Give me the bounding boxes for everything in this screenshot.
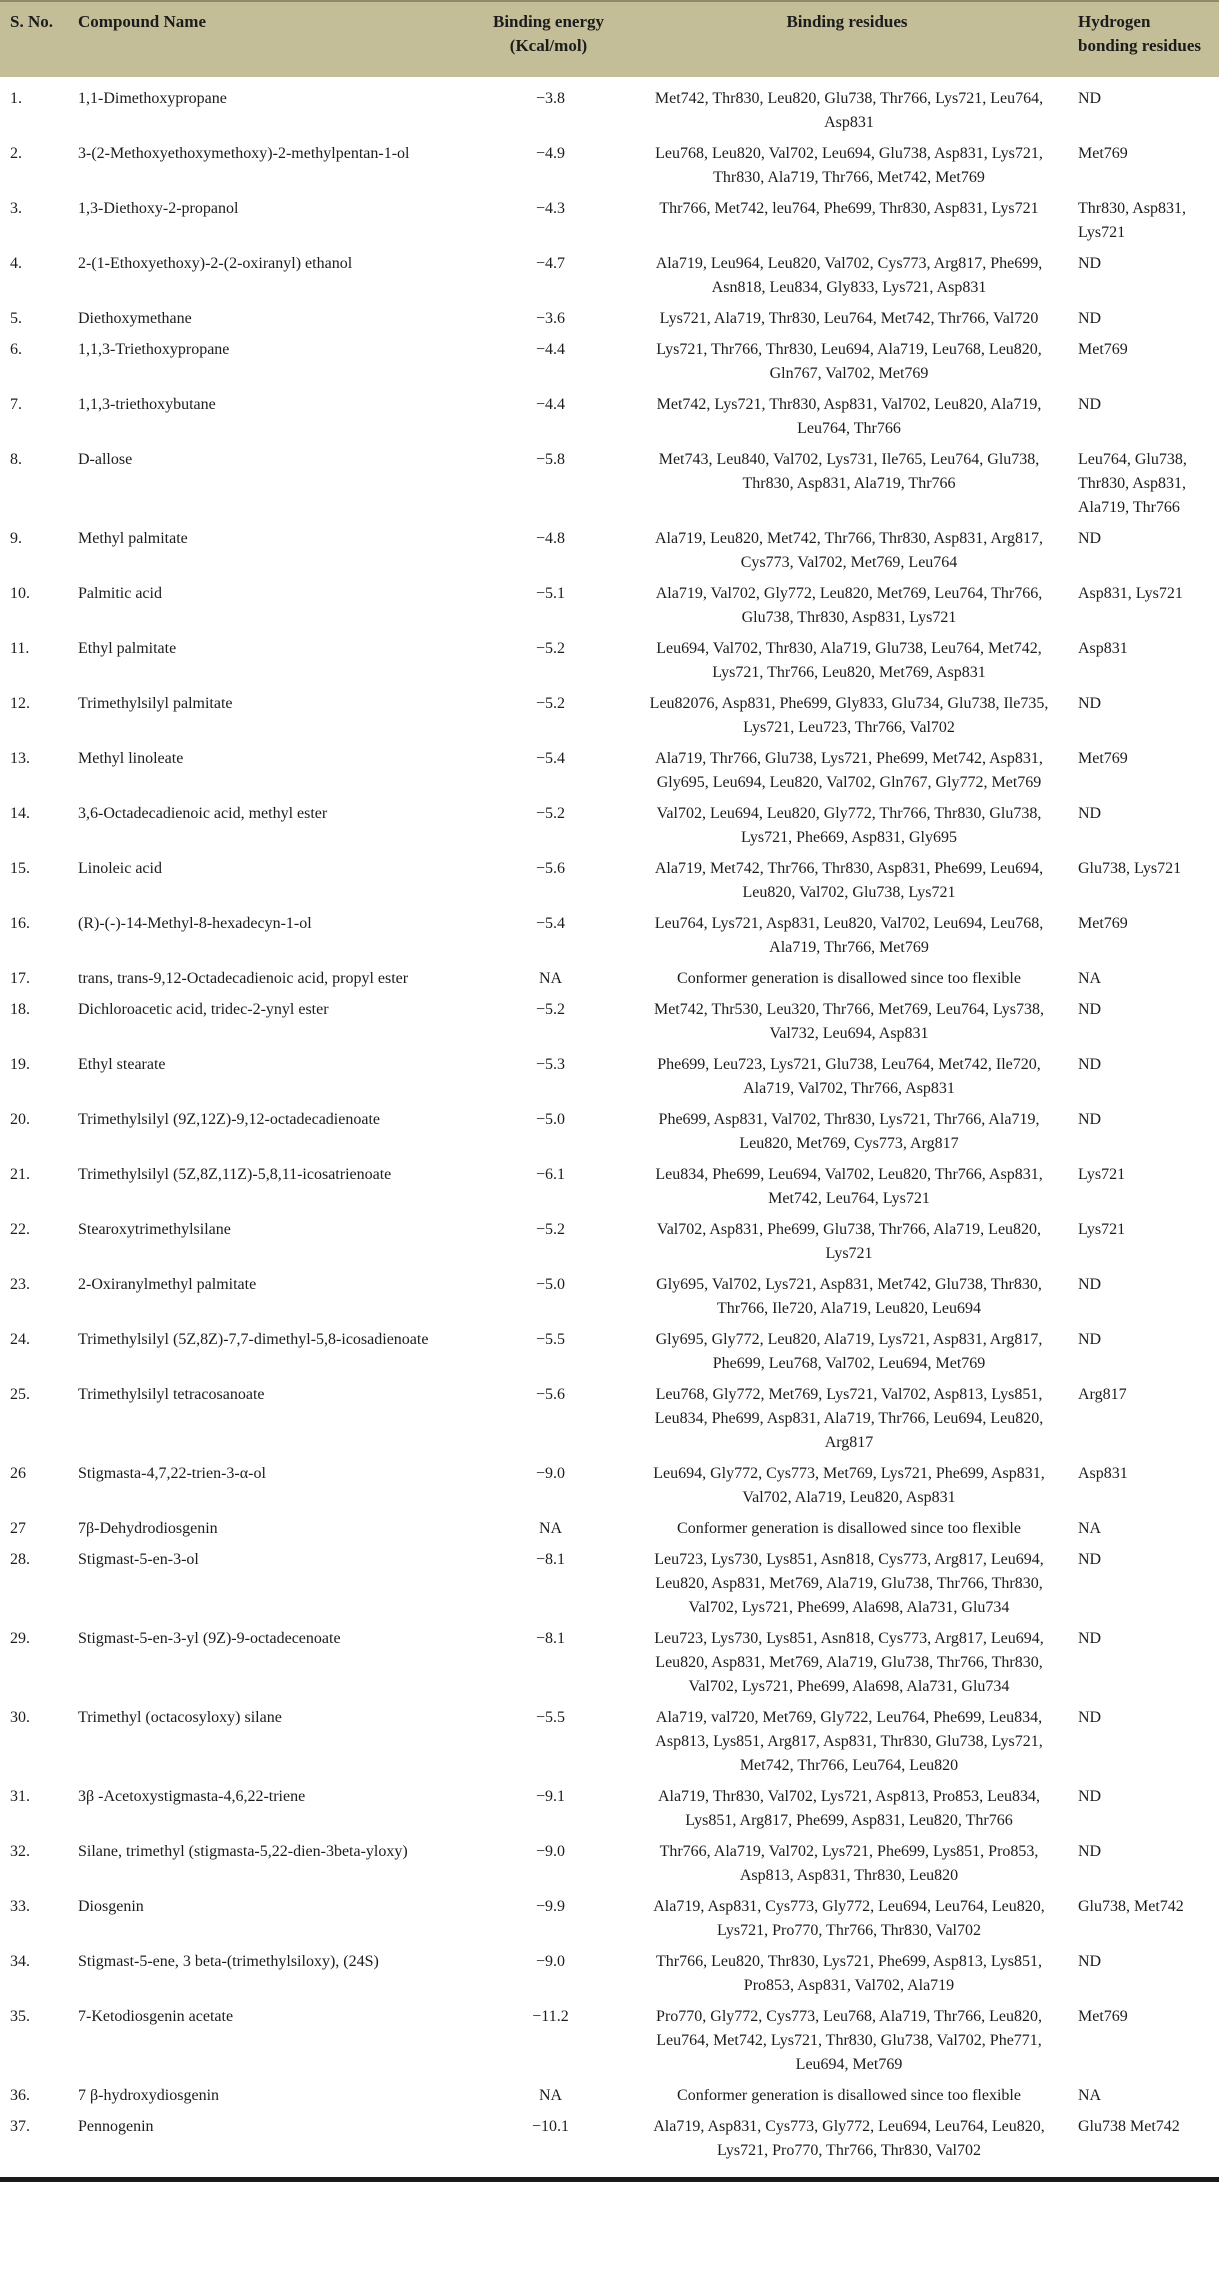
- binding-energy-value: −5.3: [535, 1056, 566, 1073]
- table-row: [0, 1215, 1219, 1270]
- binding-residues-value: Val702, Asp831, Phe699, Glu738, Thr766, Ala719, Leu820, Lys721: [656, 1221, 1042, 1262]
- binding-energy-value: −4.8: [535, 530, 566, 547]
- binding-energy-value: −5.2: [535, 640, 566, 657]
- binding-residues-value: Lys721, Thr766, Thr830, Leu694, Ala719, Leu768, Leu820, Gln767, Val702, Met769: [656, 341, 1042, 382]
- binding-residues-value: Thr766, Ala719, Val702, Lys721, Phe699, Lys851, Pro853, Asp813, Asp831, Thr830, Leu820: [659, 1843, 1039, 1884]
- header-binding-residues: Binding residues: [786, 12, 908, 31]
- binding-energy-value: −5.6: [535, 860, 566, 877]
- row-serial-number: 14.: [10, 805, 30, 822]
- table-row: [0, 744, 1219, 799]
- compound-name: Pennogenin: [78, 2118, 154, 2135]
- row-serial-number: 15.: [10, 860, 30, 877]
- header-binding-energy: [468, 8, 633, 69]
- hydrogen-bonding-residues-value: ND: [1078, 1843, 1102, 1860]
- binding-energy-value: −4.4: [535, 341, 566, 358]
- row-serial-number: 28.: [10, 1551, 30, 1568]
- header-serial-number: S. No.: [10, 12, 53, 31]
- table-row: [0, 1782, 1219, 1837]
- binding-energy-value: −3.8: [535, 90, 566, 107]
- hydrogen-bonding-residues-value: Glu738, Lys721: [1078, 860, 1182, 877]
- row-serial-number: 29.: [10, 1630, 30, 1647]
- binding-residues-value: Met743, Leu840, Val702, Lys731, Ile765, Leu764, Glu738, Thr830, Asp831, Ala719, Thr766: [658, 451, 1040, 492]
- compound-name: Trimethylsilyl tetracosanoate: [78, 1386, 265, 1403]
- table-row: [0, 1514, 1219, 1545]
- compound-name: Dichloroacetic acid, tridec-2-ynyl ester: [78, 1001, 329, 1018]
- compound-name: Diethoxymethane: [78, 310, 192, 327]
- binding-energy-value: −9.9: [535, 1898, 566, 1915]
- hydrogen-bonding-residues-value: Thr830, Asp831, Lys721: [1078, 200, 1186, 241]
- binding-energy-value: −4.9: [535, 145, 566, 162]
- compound-name: Trimethylsilyl (5Z,8Z)-7,7-dimethyl-5,8-icosadienoate: [78, 1331, 429, 1348]
- table-row: [0, 1325, 1219, 1380]
- row-serial-number: 32.: [10, 1843, 30, 1860]
- binding-residues-value: Conformer generation is disallowed since too flexible: [677, 970, 1021, 987]
- table-row: [0, 1270, 1219, 1325]
- table-row: [0, 799, 1219, 854]
- row-serial-number: 9.: [10, 530, 22, 547]
- binding-energy-value: −9.0: [535, 1465, 566, 1482]
- table-row: [0, 1892, 1219, 1947]
- compound-name: 2-Oxiranylmethyl palmitate: [78, 1276, 257, 1293]
- compound-name: Ethyl stearate: [78, 1056, 166, 1073]
- table-row: [0, 854, 1219, 909]
- row-serial-number: 2.: [10, 145, 22, 162]
- hydrogen-bonding-residues-value: ND: [1078, 1953, 1102, 1970]
- binding-energy-value: −5.4: [535, 915, 566, 932]
- compound-name: Stigmasta-4,7,22-trien-3-α-ol: [78, 1465, 266, 1482]
- hydrogen-bonding-residues-value: Met769: [1078, 915, 1128, 932]
- table-row: [0, 1380, 1219, 1459]
- row-serial-number: 37.: [10, 2118, 30, 2135]
- binding-energy-value: NA: [538, 970, 563, 987]
- table-row: [0, 1160, 1219, 1215]
- binding-residues-value: Conformer generation is disallowed since too flexible: [677, 2087, 1021, 2104]
- compound-name: Trimethylsilyl (5Z,8Z,11Z)-5,8,11-icosatrienoate: [78, 1166, 392, 1183]
- binding-residues-value: Leu82076, Asp831, Phe699, Gly833, Glu734, Glu738, Ile735, Lys721, Leu723, Thr766, Val702: [649, 695, 1049, 736]
- binding-energy-value: −5.4: [535, 750, 566, 767]
- hydrogen-bonding-residues-value: ND: [1078, 310, 1102, 327]
- row-serial-number: 7.: [10, 396, 22, 413]
- table-row: [0, 964, 1219, 995]
- hydrogen-bonding-residues-value: ND: [1078, 1276, 1102, 1293]
- table-bottom-rule: [0, 2177, 1219, 2182]
- table-body: [0, 77, 1219, 2167]
- compound-name: 7β-Dehydrodiosgenin: [78, 1520, 218, 1537]
- compound-name: 7-Ketodiosgenin acetate: [78, 2008, 234, 2025]
- binding-residues-value: Pro770, Gly772, Cys773, Leu768, Ala719, Thr766, Leu820, Leu764, Met742, Lys721, Thr830, Glu738, Val702, Phe771, Leu694, Met769: [656, 2008, 1042, 2073]
- row-serial-number: 16.: [10, 915, 30, 932]
- hydrogen-bonding-residues-value: Arg817: [1078, 1386, 1127, 1403]
- table-row: [0, 1703, 1219, 1782]
- binding-residues-value: Met742, Lys721, Thr830, Asp831, Val702, Leu820, Ala719, Leu764, Thr766: [656, 396, 1042, 437]
- compound-name: Silane, trimethyl (stigmasta-5,22-dien-3beta-yloxy): [78, 1843, 408, 1860]
- compound-name: Diosgenin: [78, 1898, 144, 1915]
- table-row: [0, 1837, 1219, 1892]
- table-row: [0, 2081, 1219, 2112]
- binding-energy-value: −5.8: [535, 451, 566, 468]
- binding-residues-value: Ala719, Val702, Gly772, Leu820, Met769, Leu764, Thr766, Glu738, Thr830, Asp831, Lys721: [655, 585, 1043, 626]
- row-serial-number: 19.: [10, 1056, 30, 1073]
- table-row: [0, 1050, 1219, 1105]
- compound-name: Linoleic acid: [78, 860, 162, 877]
- row-serial-number: 6.: [10, 341, 22, 358]
- table-row: [0, 2002, 1219, 2081]
- binding-energy-value: −6.1: [535, 1166, 566, 1183]
- hydrogen-bonding-residues-value: ND: [1078, 1788, 1102, 1805]
- compound-name: Trimethylsilyl (9Z,12Z)-9,12-octadecadienoate: [78, 1111, 380, 1128]
- row-serial-number: 36.: [10, 2087, 30, 2104]
- binding-energy-value: −5.1: [535, 585, 566, 602]
- row-serial-number: 30.: [10, 1709, 30, 1726]
- binding-residues-value: Val702, Leu694, Leu820, Gly772, Thr766, Thr830, Glu738, Lys721, Phe669, Asp831, Gly695: [656, 805, 1042, 846]
- table-row: [0, 445, 1219, 524]
- row-serial-number: 20.: [10, 1111, 30, 1128]
- binding-energy-value: −5.2: [535, 805, 566, 822]
- hydrogen-bonding-residues-value: Glu738, Met742: [1078, 1898, 1184, 1915]
- hydrogen-bonding-residues-value: NA: [1078, 970, 1102, 987]
- hydrogen-bonding-residues-value: ND: [1078, 1111, 1102, 1128]
- hydrogen-bonding-residues-value: ND: [1078, 255, 1102, 272]
- row-serial-number: 10.: [10, 585, 30, 602]
- binding-energy-value: −3.6: [535, 310, 566, 327]
- hydrogen-bonding-residues-value: ND: [1078, 1056, 1102, 1073]
- table-row: [0, 194, 1219, 249]
- hydrogen-bonding-residues-value: ND: [1078, 805, 1102, 822]
- compound-name: 7 β-hydroxydiosgenin: [78, 2087, 220, 2104]
- binding-residues-value: Leu694, Gly772, Cys773, Met769, Lys721, Phe699, Asp831, Val702, Ala719, Leu820, Asp831: [653, 1465, 1045, 1506]
- hydrogen-bonding-residues-value: Lys721: [1078, 1221, 1126, 1238]
- row-serial-number: 25.: [10, 1386, 30, 1403]
- compound-name: Stigmast-5-en-3-ol: [78, 1551, 199, 1568]
- hydrogen-bonding-residues-value: Asp831: [1078, 640, 1128, 657]
- hydrogen-bonding-residues-value: Met769: [1078, 145, 1128, 162]
- header-hydrogen-bonding-residues: Hydrogen bonding residues: [1078, 12, 1201, 55]
- binding-residues-value: Met742, Thr530, Leu320, Thr766, Met769, Leu764, Lys738, Val732, Leu694, Asp831: [653, 1001, 1045, 1042]
- compound-name: (R)-(-)-14-Methyl-8-hexadecyn-1-ol: [78, 915, 312, 932]
- hydrogen-bonding-residues-value: Lys721: [1078, 1166, 1126, 1183]
- row-serial-number: 18.: [10, 1001, 30, 1018]
- binding-residues-value: Ala719, Asp831, Cys773, Gly772, Leu694, Leu764, Leu820, Lys721, Pro770, Thr766, Thr830, Val702: [653, 1898, 1045, 1939]
- binding-residues-value: Gly695, Gly772, Leu820, Ala719, Lys721, Asp831, Arg817, Phe699, Leu768, Val702, Leu694, Met769: [655, 1331, 1043, 1372]
- row-serial-number: 26: [10, 1465, 26, 1482]
- row-serial-number: 13.: [10, 750, 30, 767]
- compound-name: 1,1,3-triethoxybutane: [78, 396, 216, 413]
- hydrogen-bonding-residues-value: ND: [1078, 1630, 1102, 1647]
- row-serial-number: 12.: [10, 695, 30, 712]
- row-serial-number: 24.: [10, 1331, 30, 1348]
- compound-name: Stigmast-5-en-3-yl (9Z)-9-octadecenoate: [78, 1630, 341, 1647]
- hydrogen-bonding-residues-value: Asp831, Lys721: [1078, 585, 1183, 602]
- row-serial-number: 8.: [10, 451, 22, 468]
- hydrogen-bonding-residues-value: Asp831: [1078, 1465, 1128, 1482]
- hydrogen-bonding-residues-value: Glu738 Met742: [1078, 2118, 1180, 2135]
- table-row: [0, 1105, 1219, 1160]
- binding-residues-value: Phe699, Leu723, Lys721, Glu738, Leu764, Met742, Ile720, Ala719, Val702, Thr766, Asp831: [657, 1056, 1041, 1097]
- hydrogen-bonding-residues-value: ND: [1078, 1001, 1102, 1018]
- binding-residues-value: Leu768, Leu820, Val702, Leu694, Glu738, Asp831, Lys721, Thr830, Ala719, Thr766, Met742, Met769: [655, 145, 1043, 186]
- hydrogen-bonding-residues-value: Met769: [1078, 750, 1128, 767]
- table-row: [0, 1545, 1219, 1624]
- binding-residues-value: Ala719, Leu964, Leu820, Val702, Cys773, Arg817, Phe699, Asn818, Leu834, Gly833, Lys721, Asp831: [655, 255, 1043, 296]
- row-serial-number: 31.: [10, 1788, 30, 1805]
- row-serial-number: 4.: [10, 255, 22, 272]
- binding-residues-value: Ala719, Thr830, Val702, Lys721, Asp813, Pro853, Leu834, Lys851, Arg817, Phe699, Asp831, Leu820, Thr766: [657, 1788, 1041, 1829]
- binding-energy-value: −8.1: [535, 1630, 566, 1647]
- compound-name: 3-(2-Methoxyethoxymethoxy)-2-methylpentan-1-ol: [78, 145, 410, 162]
- binding-energy-value: −9.1: [535, 1788, 566, 1805]
- table-row: [0, 84, 1219, 139]
- binding-energy-value: −5.2: [535, 1221, 566, 1238]
- table-row: [0, 634, 1219, 689]
- hydrogen-bonding-residues-value: ND: [1078, 695, 1102, 712]
- row-serial-number: 1.: [10, 90, 22, 107]
- binding-residues-value: Thr766, Met742, leu764, Phe699, Thr830, Asp831, Lys721: [659, 200, 1039, 217]
- row-serial-number: 23.: [10, 1276, 30, 1293]
- table-row: [0, 579, 1219, 634]
- hydrogen-bonding-residues-value: NA: [1078, 2087, 1102, 2104]
- table-row: [0, 995, 1219, 1050]
- compound-name: 1,1,3-Triethoxypropane: [78, 341, 230, 358]
- row-serial-number: 22.: [10, 1221, 30, 1238]
- binding-energy-value: −5.5: [535, 1331, 566, 1348]
- row-serial-number: 33.: [10, 1898, 30, 1915]
- binding-energy-value: −5.6: [535, 1386, 566, 1403]
- compound-name: Trimethyl (octacosyloxy) silane: [78, 1709, 282, 1726]
- row-serial-number: 21.: [10, 1166, 30, 1183]
- hydrogen-bonding-residues-value: ND: [1078, 90, 1102, 107]
- binding-energy-value: −9.0: [535, 1843, 566, 1860]
- table-row: [0, 1947, 1219, 2002]
- binding-residues-value: Ala719, Leu820, Met742, Thr766, Thr830, Asp831, Arg817, Cys773, Val702, Met769, Leu764: [655, 530, 1043, 571]
- table-row: [0, 524, 1219, 579]
- table-row: [0, 689, 1219, 744]
- compound-name: 1,3-Diethoxy-2-propanol: [78, 200, 239, 217]
- hydrogen-bonding-residues-value: Leu764, Glu738, Thr830, Asp831, Ala719, Thr766: [1078, 451, 1187, 516]
- row-serial-number: 35.: [10, 2008, 30, 2025]
- table-row: [0, 390, 1219, 445]
- row-serial-number: 27: [10, 1520, 26, 1537]
- binding-energy-value: −10.1: [531, 2118, 570, 2135]
- hydrogen-bonding-residues-value: NA: [1078, 1520, 1102, 1537]
- binding-energy-value: −4.4: [535, 396, 566, 413]
- table-row: [0, 909, 1219, 964]
- binding-residues-value: Ala719, Asp831, Cys773, Gly772, Leu694, Leu764, Leu820, Lys721, Pro770, Thr766, Thr830, Val702: [653, 2118, 1045, 2159]
- table-header-row: [0, 2, 1219, 77]
- binding-energy-value: −9.0: [535, 1953, 566, 1970]
- row-serial-number: 34.: [10, 1953, 30, 1970]
- compound-name: D-allose: [78, 451, 133, 468]
- binding-energy-value: NA: [538, 1520, 563, 1537]
- hydrogen-bonding-residues-value: ND: [1078, 1551, 1102, 1568]
- binding-energy-value: −11.2: [532, 2008, 569, 2025]
- row-serial-number: 17.: [10, 970, 30, 987]
- row-serial-number: 3.: [10, 200, 22, 217]
- binding-energy-value: NA: [538, 2087, 563, 2104]
- table-row: [0, 1459, 1219, 1514]
- row-serial-number: 5.: [10, 310, 22, 327]
- binding-residues-value: Ala719, val720, Met769, Gly722, Leu764, Phe699, Leu834, Asp813, Lys851, Arg817, Asp831, Thr830, Glu738, Lys721, Met742, Thr766, Leu764, Leu820: [655, 1709, 1043, 1774]
- compound-name: 3,6-Octadecadienoic acid, methyl ester: [78, 805, 328, 822]
- compound-name: Ethyl palmitate: [78, 640, 177, 657]
- compound-name: trans, trans-9,12-Octadecadienoic acid, propyl ester: [78, 970, 409, 987]
- binding-energy-value: −5.2: [535, 695, 566, 712]
- binding-residues-value: Conformer generation is disallowed since too flexible: [677, 1520, 1021, 1537]
- binding-residues-value: Ala719, Thr766, Glu738, Lys721, Phe699, Met742, Asp831, Gly695, Leu694, Leu820, Val702, Gln767, Gly772, Met769: [655, 750, 1043, 791]
- table-row: [0, 2112, 1219, 2167]
- hydrogen-bonding-residues-value: ND: [1078, 1709, 1102, 1726]
- row-serial-number: 11.: [10, 640, 30, 657]
- binding-residues-value: Leu723, Lys730, Lys851, Asn818, Cys773, Arg817, Leu694, Leu820, Asp831, Met769, Ala719, Glu738, Thr766, Thr830, Val702, Lys721, Phe699, Ala698, Ala731, Glu734: [654, 1551, 1044, 1616]
- compound-name: Methyl palmitate: [78, 530, 188, 547]
- binding-residues-value: Phe699, Asp831, Val702, Thr830, Lys721, Thr766, Ala719, Leu820, Met769, Cys773, Arg817: [658, 1111, 1040, 1152]
- hydrogen-bonding-residues-value: Met769: [1078, 341, 1128, 358]
- compound-name: Methyl linoleate: [78, 750, 184, 767]
- binding-residues-value: Leu694, Val702, Thr830, Ala719, Glu738, Leu764, Met742, Lys721, Thr766, Leu820, Met769, Asp831: [656, 640, 1042, 681]
- hydrogen-bonding-residues-value: ND: [1078, 530, 1102, 547]
- binding-energy-value: −4.7: [535, 255, 566, 272]
- compound-name: 2-(1-Ethoxyethoxy)-2-(2-oxiranyl) ethanol: [78, 255, 353, 272]
- table-row: [0, 249, 1219, 304]
- binding-energy-value: −5.2: [535, 1001, 566, 1018]
- binding-energy-value: −5.0: [535, 1276, 566, 1293]
- binding-energy-value: −4.3: [535, 200, 566, 217]
- table-row: [0, 335, 1219, 390]
- binding-energy-value: −5.0: [535, 1111, 566, 1128]
- binding-residues-value: Leu768, Gly772, Met769, Lys721, Val702, Asp813, Lys851, Leu834, Phe699, Asp831, Ala719, Thr766, Leu694, Leu820, Arg817: [654, 1386, 1044, 1451]
- binding-residues-value: Leu834, Phe699, Leu694, Val702, Leu820, Thr766, Asp831, Met742, Leu764, Lys721: [655, 1166, 1043, 1207]
- table-row: [0, 139, 1219, 194]
- hydrogen-bonding-residues-value: ND: [1078, 396, 1102, 413]
- header-binding-energy-line2: (Kcal/mol): [509, 36, 588, 55]
- hydrogen-bonding-residues-value: Met769: [1078, 2008, 1128, 2025]
- binding-energy-value: −8.1: [535, 1551, 566, 1568]
- compound-name: Palmitic acid: [78, 585, 162, 602]
- compound-name: Stigmast-5-ene, 3 beta-(trimethylsiloxy), (24S): [78, 1953, 379, 1970]
- hydrogen-bonding-residues-value: ND: [1078, 1331, 1102, 1348]
- header-binding-energy-line1: Binding energy: [493, 12, 604, 31]
- compound-name: 3β -Acetoxystigmasta-4,6,22-triene: [78, 1788, 306, 1805]
- binding-residues-value: Gly695, Val702, Lys721, Asp831, Met742, Glu738, Thr830, Thr766, Ile720, Ala719, Leu820, Leu694: [656, 1276, 1042, 1317]
- binding-residues-value: Lys721, Ala719, Thr830, Leu764, Met742, Thr766, Val720: [659, 310, 1039, 327]
- binding-residues-value: Leu764, Lys721, Asp831, Leu820, Val702, Leu694, Leu768, Ala719, Thr766, Met769: [654, 915, 1044, 956]
- header-compound-name: Compound Name: [78, 12, 206, 31]
- binding-residues-value: Leu723, Lys730, Lys851, Asn818, Cys773, Arg817, Leu694, Leu820, Asp831, Met769, Ala719, Glu738, Thr766, Thr830, Val702, Lys721, Phe699, Ala698, Ala731, Glu734: [654, 1630, 1044, 1695]
- compound-name: Trimethylsilyl palmitate: [78, 695, 233, 712]
- table-row: [0, 304, 1219, 335]
- compound-name: Stearoxytrimethylsilane: [78, 1221, 231, 1238]
- binding-residues-value: Thr766, Leu820, Thr830, Lys721, Phe699, Asp813, Lys851, Pro853, Asp831, Val702, Ala719: [656, 1953, 1042, 1994]
- binding-residues-value: Met742, Thr830, Leu820, Glu738, Thr766, Lys721, Leu764, Asp831: [654, 90, 1044, 131]
- binding-residues-value: Ala719, Met742, Thr766, Thr830, Asp831, Phe699, Leu694, Leu820, Val702, Glu738, Lys721: [654, 860, 1044, 901]
- compound-name: 1,1-Dimethoxypropane: [78, 90, 227, 107]
- table-row: [0, 1624, 1219, 1703]
- binding-energy-value: −5.5: [535, 1709, 566, 1726]
